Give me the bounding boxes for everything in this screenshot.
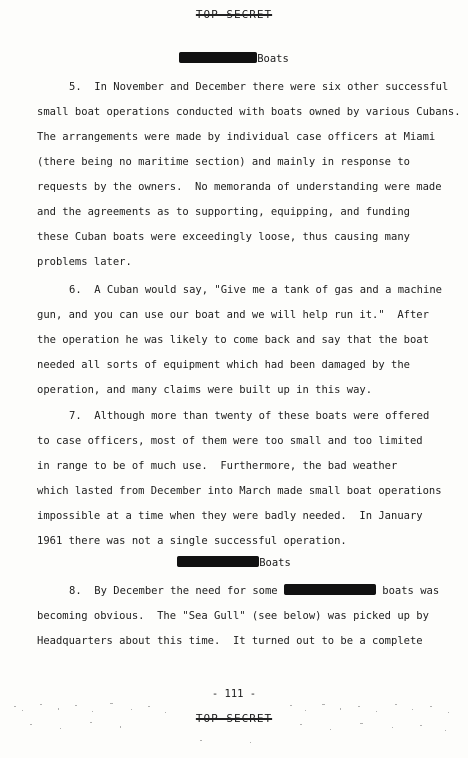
section-heading-2-text: Boats (259, 557, 291, 569)
para5-line-7: these Cuban boats were exceedingly loose, thus causing many (37, 231, 410, 243)
para5-line-4: (there being no maritime section) and mainly in response to (37, 156, 410, 168)
para6-line-3: the operation he was likely to come back and say that the boat (37, 334, 429, 346)
page-number: - 111 - (211, 688, 257, 700)
redaction-block (177, 556, 259, 567)
para8-line-1 (69, 584, 439, 598)
para5-line-5: requests by the owners. No memoranda of understanding were made (37, 181, 442, 193)
para8-line-2: becoming obvious. The "Sea Gull" (see below) was picked up by (37, 610, 429, 622)
para8-line-1-start: 8. By December the need for some (69, 585, 284, 597)
para5-line-6: and the agreements as to supporting, equipping, and funding (37, 206, 410, 218)
para8-line-1-end: boats was (375, 585, 440, 597)
redaction-block (284, 584, 376, 595)
classification-marking-top: TOP SECRET (195, 8, 273, 21)
para7-line-2: to case officers, most of them were too small and too limited (37, 435, 423, 447)
para6-line-4: needed all sorts of equipment which had been damaged by the (37, 359, 410, 371)
para5-line-3: The arrangements were made by individual case officers at Miami (37, 131, 436, 143)
para5-line-1: 5. In November and December there were six other successful (69, 81, 449, 93)
classification-marking-bottom: TOP SECRET (195, 712, 273, 725)
para5-line-8: problems later. (37, 256, 132, 268)
redaction-block (179, 52, 257, 63)
para7-line-4: which lasted from December into March made small boat operations (37, 485, 442, 497)
para6-line-2: gun, and you can use our boat and we will help run it." After (37, 309, 429, 321)
para7-line-6: 1961 there was not a single successful operation. (37, 535, 347, 547)
para7-line-5: impossible at a time when they were badly needed. In January (37, 510, 423, 522)
section-heading-2 (0, 555, 468, 571)
para5-line-2: small boat operations conducted with boats owned by various Cubans. (37, 106, 461, 118)
para7-line-1: 7. Although more than twenty of these boats were offered (69, 410, 430, 422)
para8-line-3: Headquarters about this time. It turned out to be a complete (37, 635, 423, 647)
para7-line-3: in range to be of much use. Furthermore, the bad weather (37, 460, 398, 472)
para6-line-5: operation, and many claims were built up in this way. (37, 384, 373, 396)
para6-line-1: 6. A Cuban would say, "Give me a tank of gas and a machine (69, 284, 442, 296)
section-heading-1 (0, 51, 468, 67)
section-heading-1-text: Boats (257, 53, 289, 65)
scan-noise (0, 696, 468, 756)
